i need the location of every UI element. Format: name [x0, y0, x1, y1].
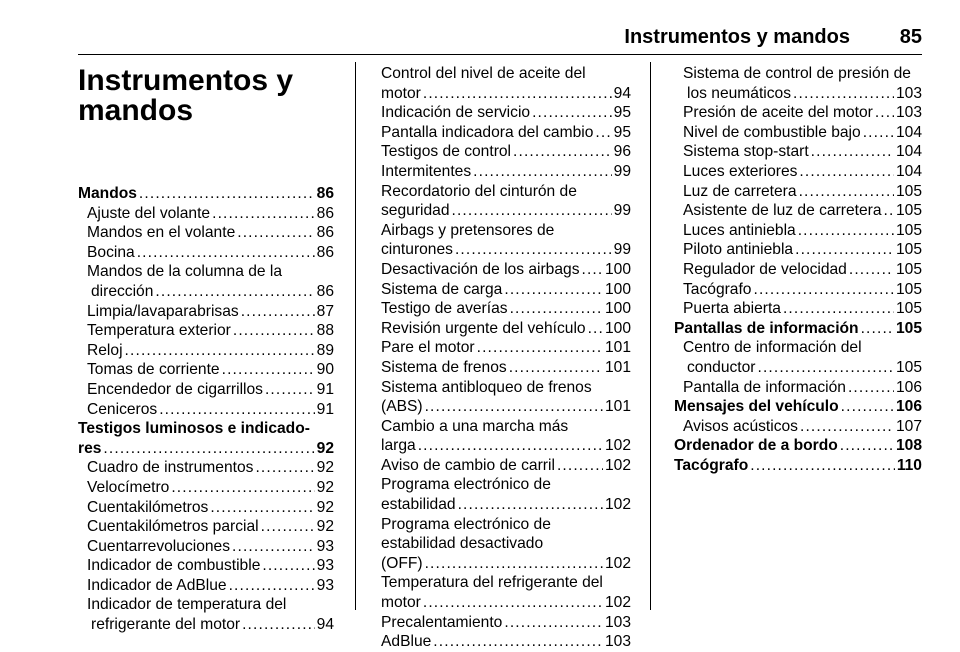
toc-entry-text: Encendedor de cigarrillos — [87, 380, 263, 398]
toc-entry[interactable] — [78, 243, 334, 263]
toc-entry-text: estabilidad — [381, 496, 456, 514]
toc-entry[interactable] — [381, 182, 631, 221]
toc-page-number: 96 — [613, 143, 631, 161]
dot-leader — [473, 162, 612, 182]
page-header — [0, 0, 960, 60]
toc-page-number: 105 — [895, 280, 922, 298]
toc-page-number: 99 — [613, 162, 631, 180]
toc-page-number: 105 — [895, 319, 922, 337]
toc-page-number: 103 — [895, 104, 922, 122]
toc-entry-text: Luces exteriores — [683, 162, 798, 180]
toc-entry-text: Cuentarrevoluciones — [87, 537, 231, 555]
toc-entry[interactable] — [78, 380, 334, 400]
toc-page-number: 90 — [316, 361, 334, 379]
toc-entry-text: Sistema de control de presión de — [683, 65, 911, 82]
toc-entry-text: Luz de carretera — [683, 182, 797, 200]
dot-leader — [171, 478, 314, 498]
dot-leader — [229, 576, 315, 596]
dot-leader — [753, 280, 893, 300]
toc-entry-text: Limpia/lavaparabrisas — [87, 302, 239, 320]
toc-entry[interactable] — [674, 103, 922, 123]
toc-column-2 — [381, 64, 631, 652]
dot-leader — [849, 260, 894, 280]
toc-entry-text: Desactivación de los airbags — [381, 260, 580, 278]
toc-entry[interactable] — [381, 378, 631, 417]
dot-leader — [137, 243, 315, 263]
toc-entry[interactable] — [674, 417, 922, 437]
dot-leader — [242, 615, 315, 635]
toc-entry-text: Bocina — [87, 243, 135, 261]
dot-leader — [840, 436, 894, 456]
dot-leader — [795, 240, 894, 260]
toc-entry-text: Pantalla de información — [683, 378, 846, 396]
toc-entry[interactable] — [381, 632, 631, 652]
toc-page-number: 102 — [604, 496, 631, 514]
dot-leader — [504, 613, 603, 633]
dot-leader — [504, 280, 603, 300]
toc-entry-text: Luces antiniebla — [683, 221, 796, 239]
toc-entry[interactable] — [674, 338, 922, 377]
toc-page-number: 93 — [316, 537, 334, 555]
toc-entry-text: Recordatorio del cinturón de — [381, 182, 577, 200]
toc-page-number: 103 — [895, 84, 922, 102]
toc-entry-text: Sistema de frenos — [381, 358, 507, 376]
toc-entry-text: (ABS) — [381, 398, 423, 416]
toc-page-number: 86 — [316, 204, 334, 222]
toc-entry[interactable] — [78, 400, 334, 420]
toc-entry-text: Velocímetro — [87, 478, 170, 496]
dot-leader — [799, 162, 894, 182]
toc-entry-text: Testigos luminosos e indicado- — [78, 420, 310, 438]
toc-entry-text: Mandos — [78, 185, 137, 202]
toc-entry[interactable] — [381, 123, 631, 143]
toc-page-number: 105 — [895, 182, 922, 200]
dot-leader — [425, 554, 603, 574]
toc-entry-text: Testigos de control — [381, 143, 512, 161]
toc-entry-text: Indicación de servicio — [381, 104, 531, 122]
header-rule — [78, 54, 922, 55]
toc-entry[interactable] — [78, 341, 334, 361]
toc-page-number: 102 — [604, 594, 631, 612]
toc-page-number: 105 — [895, 300, 922, 318]
dot-leader — [595, 123, 611, 143]
toc-entry[interactable] — [78, 517, 334, 537]
toc-entry[interactable] — [78, 576, 334, 596]
dot-leader — [418, 436, 603, 456]
toc-page-number: 105 — [895, 221, 922, 239]
dot-leader — [477, 338, 603, 358]
toc-entry-text: Indicador de AdBlue — [87, 576, 227, 594]
toc-entry[interactable] — [381, 456, 631, 476]
chapter-title-line-2: mandos — [78, 94, 194, 127]
toc-entry[interactable] — [381, 299, 631, 319]
toc-entry[interactable] — [78, 262, 334, 301]
toc-page-number: 94 — [613, 84, 631, 102]
toc-entry[interactable] — [381, 573, 631, 612]
toc-entry-text: Presión de aceite del motor — [683, 104, 873, 122]
column-divider-1 — [355, 62, 356, 610]
toc-page-number: 102 — [604, 456, 631, 474]
toc-page-number: 95 — [613, 104, 631, 122]
dot-leader — [513, 142, 612, 162]
toc-entry[interactable] — [381, 280, 631, 300]
dot-leader — [232, 537, 315, 557]
toc-entry-text: Tomas de corriente — [87, 361, 220, 379]
toc-page-number: 102 — [604, 437, 631, 455]
running-title: Instrumentos y mandos — [624, 26, 850, 48]
page-number: 85 — [899, 26, 922, 48]
toc-entry[interactable] — [381, 142, 631, 162]
toc-entry-text: Airbags y pretensores de — [381, 221, 555, 239]
dot-leader — [811, 142, 894, 162]
toc-entry[interactable] — [674, 240, 922, 260]
dot-leader — [841, 397, 894, 417]
toc-entry[interactable] — [674, 378, 922, 398]
toc-page-number: 91 — [316, 380, 334, 398]
toc-entry-text: Sistema de carga — [381, 280, 503, 298]
toc-entry-text: Regulador de velocidad — [683, 260, 847, 278]
toc-entry-text: Reloj — [87, 341, 123, 359]
dot-leader — [509, 358, 603, 378]
toc-entry-text: estabilidad desactivado — [381, 535, 544, 553]
dot-leader — [237, 223, 314, 243]
toc-list-col3 — [674, 64, 922, 475]
dot-leader — [155, 282, 314, 302]
dot-leader — [783, 299, 894, 319]
toc-page-number: 92 — [316, 518, 334, 536]
toc-page-number: 104 — [895, 162, 922, 180]
toc-entry-text: Avisos acústicos — [683, 417, 798, 435]
toc-entry-text: Mandos de la columna de la — [87, 263, 283, 281]
dot-leader — [800, 417, 894, 437]
toc-page-number: 93 — [316, 557, 334, 575]
dot-leader — [532, 103, 612, 123]
dot-leader — [458, 495, 603, 515]
toc-entry[interactable] — [381, 338, 631, 358]
dot-leader — [255, 458, 314, 478]
toc-entry[interactable] — [78, 223, 334, 243]
dot-leader — [757, 358, 893, 378]
toc-entry[interactable] — [78, 302, 334, 322]
toc-entry-text: refrigerante del motor — [91, 616, 241, 634]
toc-entry[interactable] — [78, 321, 334, 341]
toc-page-number: 105 — [895, 202, 922, 220]
toc-section[interactable] — [674, 319, 922, 339]
dot-leader — [233, 321, 315, 341]
toc-entry-text: Sistema stop-start — [683, 143, 809, 161]
toc-entry[interactable] — [674, 280, 922, 300]
dot-leader — [750, 456, 895, 476]
toc-entry-text: Ajuste del volante — [87, 204, 211, 222]
toc-entry[interactable] — [381, 319, 631, 339]
toc-page-number: 104 — [895, 123, 922, 141]
toc-entry[interactable] — [674, 260, 922, 280]
toc-page-number: 99 — [613, 202, 631, 220]
toc-page-number: 108 — [895, 437, 922, 455]
toc-entry[interactable] — [78, 595, 334, 634]
toc-entry-text: Nivel de combustible bajo — [683, 123, 861, 141]
toc-page-number: 91 — [316, 400, 334, 418]
toc-entry-text: Programa electrónico de — [381, 476, 551, 494]
toc-page-number: 100 — [604, 260, 631, 278]
toc-entry[interactable] — [674, 201, 922, 221]
toc-entry[interactable] — [381, 260, 631, 280]
toc-page-number: 106 — [895, 398, 922, 416]
dot-leader — [861, 319, 894, 339]
dot-leader — [875, 103, 894, 123]
toc-entry-text: larga — [381, 437, 416, 455]
toc-entry[interactable] — [78, 360, 334, 380]
toc-entry-text: Pare el motor — [381, 339, 475, 357]
dot-leader — [425, 397, 603, 417]
dot-leader — [212, 204, 315, 224]
toc-page-number: 92 — [316, 439, 334, 457]
toc-entry[interactable] — [381, 358, 631, 378]
toc-entry[interactable] — [381, 613, 631, 633]
toc-page-number: 92 — [316, 478, 334, 496]
toc-entry[interactable] — [674, 142, 922, 162]
toc-entry-text: Temperatura del refrigerante del — [381, 574, 603, 592]
dot-leader — [159, 400, 314, 420]
toc-entry-text: Mensajes del vehículo — [674, 398, 839, 416]
toc-entry[interactable] — [78, 556, 334, 576]
dot-leader — [139, 184, 315, 204]
dot-leader — [884, 201, 894, 221]
toc-page-number: 103 — [604, 613, 631, 631]
toc-page-number: 101 — [604, 339, 631, 357]
toc-entry-text: Indicador de combustible — [87, 557, 261, 575]
toc-page-number: 101 — [604, 398, 631, 416]
toc-entry-text: Piloto antiniebla — [683, 241, 794, 259]
toc-entry-text: res — [78, 439, 102, 457]
toc-entry[interactable] — [381, 162, 631, 182]
toc-page-number: 87 — [316, 302, 334, 320]
toc-entry-text: Tacógrafo — [674, 456, 749, 474]
toc-entry-text: Control del nivel de aceite del — [381, 65, 586, 82]
toc-entry-text: Pantallas de información — [674, 319, 859, 337]
toc-list-col1 — [78, 184, 334, 635]
toc-page-number: 102 — [604, 554, 631, 572]
toc-page-number: 103 — [604, 633, 631, 651]
toc-page-number: 89 — [316, 341, 334, 359]
toc-page-number: 86 — [316, 185, 334, 202]
toc-section[interactable] — [78, 184, 334, 204]
toc-entry-text: cinturones — [381, 241, 453, 259]
dot-leader — [261, 517, 315, 537]
toc-entry[interactable] — [78, 537, 334, 557]
toc-entry[interactable] — [381, 475, 631, 514]
toc-page-number: 105 — [895, 358, 922, 376]
toc-entry-text: Testigo de averías — [381, 300, 508, 318]
toc-column-3 — [674, 64, 922, 475]
toc-page-number: 105 — [895, 241, 922, 259]
dot-leader — [452, 201, 612, 221]
toc-entry[interactable] — [78, 458, 334, 478]
toc-entry-text: conductor — [687, 358, 756, 376]
toc-entry-text: motor — [381, 594, 421, 612]
toc-page-number: 95 — [613, 123, 631, 141]
toc-entry-text: Cuentakilómetros — [87, 498, 209, 516]
toc-entry[interactable] — [674, 123, 922, 143]
toc-page-number: 92 — [316, 459, 334, 477]
toc-entry-text: Precalentamiento — [381, 613, 503, 631]
toc-entry[interactable] — [381, 515, 631, 574]
dot-leader — [265, 380, 315, 400]
toc-entry[interactable] — [78, 204, 334, 224]
dot-leader — [222, 360, 315, 380]
dot-leader — [799, 182, 894, 202]
column-divider-2 — [650, 62, 651, 610]
chapter-title-line-1: Instrumentos y — [78, 64, 294, 97]
toc-entry-text: Cuadro de instrumentos — [87, 459, 254, 477]
toc-page-number: 100 — [604, 280, 631, 298]
toc-entry-text: Pantalla indicadora del cambio — [381, 123, 594, 141]
chapter-title — [78, 66, 334, 126]
toc-entry-text: Revisión urgente del vehículo — [381, 319, 586, 337]
toc-page-number: 88 — [316, 322, 334, 340]
dot-leader — [557, 456, 603, 476]
toc-entry[interactable] — [381, 417, 631, 456]
toc-page-number: 86 — [316, 243, 334, 261]
dot-leader — [588, 319, 603, 339]
toc-page-number: 106 — [895, 378, 922, 396]
toc-entry[interactable] — [78, 478, 334, 498]
toc-entry-text: Indicador de temperatura del — [87, 596, 287, 614]
toc-entry[interactable] — [381, 64, 631, 103]
toc-page-number: 94 — [316, 616, 334, 634]
toc-page-number: 93 — [316, 576, 334, 594]
toc-page-number: 86 — [316, 282, 334, 300]
toc-entry[interactable] — [674, 299, 922, 319]
dot-leader — [423, 593, 603, 613]
dot-leader — [793, 84, 894, 104]
toc-page-number: 86 — [316, 224, 334, 242]
dot-leader — [262, 556, 314, 576]
toc-entry-text: dirección — [91, 282, 154, 300]
toc-entry-text: Aviso de cambio de carril — [381, 456, 555, 474]
toc-entry-text: Cambio a una marcha más — [381, 417, 569, 435]
toc-entry-text: Asistente de luz de carretera — [683, 202, 882, 220]
toc-entry-text: Puerta abierta — [683, 300, 781, 318]
toc-page-number: 100 — [604, 319, 631, 337]
dot-leader — [433, 632, 603, 652]
toc-entry-text: Intermitentes — [381, 162, 472, 180]
dot-leader — [210, 498, 314, 518]
toc-entry-text: Temperatura exterior — [87, 322, 231, 340]
toc-entry-text: AdBlue — [381, 633, 432, 651]
toc-entry[interactable] — [674, 64, 922, 103]
toc-entry-text: los neumáticos — [687, 84, 792, 102]
toc-entry-text: Mandos en el volante — [87, 224, 236, 242]
toc-section[interactable] — [674, 456, 922, 476]
toc-entry[interactable] — [381, 103, 631, 123]
dot-leader — [798, 221, 894, 241]
toc-page-number: 100 — [604, 300, 631, 318]
toc-entry-text: (OFF) — [381, 554, 423, 572]
toc-page-number: 105 — [895, 260, 922, 278]
toc-entry-text: Sistema antibloqueo de frenos — [381, 378, 592, 396]
toc-entry-text: Ceniceros — [87, 400, 158, 418]
toc-entry-text: Centro de información del — [683, 339, 862, 357]
toc-entry-text: motor — [381, 84, 421, 102]
toc-entry[interactable] — [674, 162, 922, 182]
toc-page-number: 92 — [316, 498, 334, 516]
toc-entry-text: Programa electrónico de — [381, 515, 551, 533]
toc-page-number: 110 — [896, 456, 922, 474]
dot-leader — [863, 123, 894, 143]
toc-list-col2 — [381, 64, 631, 652]
toc-page-number: 104 — [895, 143, 922, 161]
dot-leader — [455, 240, 612, 260]
toc-entry[interactable] — [381, 221, 631, 260]
toc-entry-text: Tacógrafo — [683, 280, 752, 298]
toc-entry-text: Ordenador de a bordo — [674, 437, 838, 455]
dot-leader — [510, 299, 603, 319]
dot-leader — [241, 302, 315, 322]
toc-entry-text: Cuentakilómetros parcial — [87, 518, 259, 536]
dot-leader — [103, 439, 314, 459]
toc-entry-text: seguridad — [381, 202, 450, 220]
dot-leader — [582, 260, 603, 280]
toc-entry[interactable] — [674, 182, 922, 202]
toc-entry[interactable] — [674, 221, 922, 241]
toc-column-1 — [78, 64, 334, 635]
toc-section[interactable] — [674, 436, 922, 456]
dot-leader — [423, 84, 612, 104]
toc-page-number: 101 — [604, 358, 631, 376]
dot-leader — [125, 341, 315, 361]
toc-section[interactable] — [78, 419, 334, 458]
toc-entry[interactable] — [78, 498, 334, 518]
dot-leader — [848, 378, 894, 398]
toc-page-number: 99 — [613, 241, 631, 259]
toc-section[interactable] — [674, 397, 922, 417]
toc-page-number: 107 — [895, 417, 922, 435]
